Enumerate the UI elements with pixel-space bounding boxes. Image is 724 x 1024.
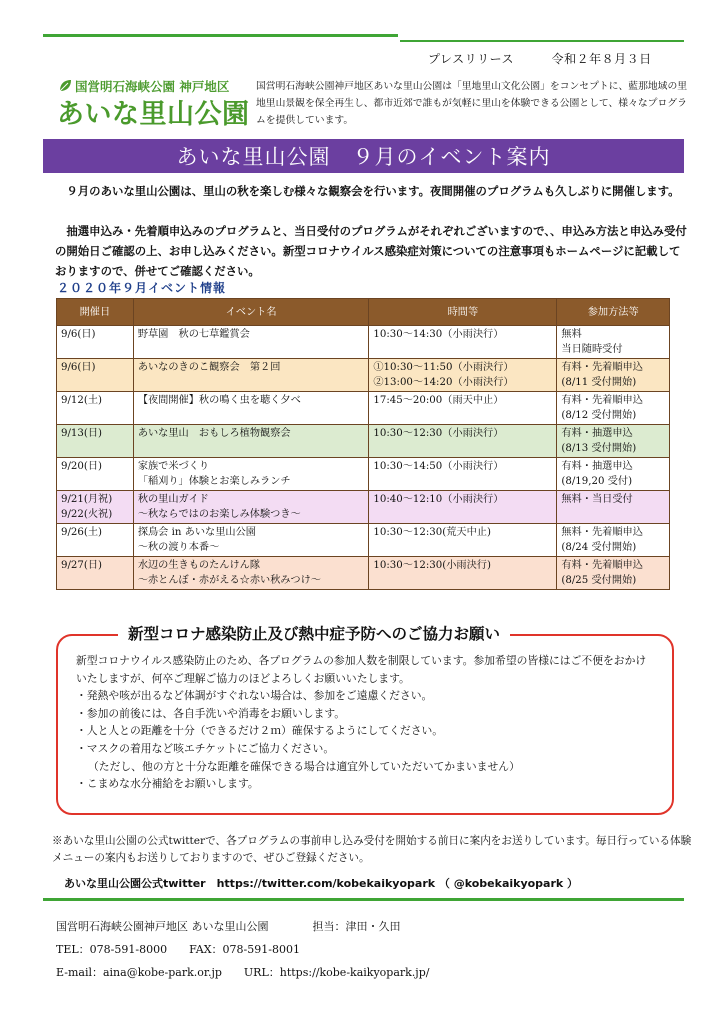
- event-method-cell: [557, 392, 670, 425]
- event-name-cell: [133, 326, 369, 359]
- table-row: [57, 392, 670, 425]
- event-time-cell: [369, 557, 557, 590]
- event-method-cell: [557, 326, 670, 359]
- event-time: ②13:00～14:20（小雨決行）: [373, 377, 514, 388]
- notice-item: ・発熱や咳が出るなど体調がすぐれない場合は、参加をご遠慮ください。: [76, 689, 433, 703]
- table-row: [57, 557, 670, 590]
- event-date-cell: [57, 491, 134, 524]
- event-table-body: [57, 326, 670, 590]
- footer-divider: [43, 898, 684, 901]
- event-time: 10:30～12:30（小雨決行）: [373, 428, 504, 439]
- event-name-cell: [133, 392, 369, 425]
- event-name-cell: [133, 359, 369, 392]
- release-date: 令和２年８月３日: [551, 52, 652, 66]
- event-name-cell: [133, 524, 369, 557]
- table-row: [57, 524, 670, 557]
- event-date: 9/6(日): [61, 329, 96, 340]
- event-date-cell: [57, 359, 134, 392]
- event-method: 無料: [561, 329, 582, 340]
- header-event: イベント名: [133, 299, 369, 326]
- event-date-cell: [57, 392, 134, 425]
- notice-title: 新型コロナ感染防止及び熱中症予防へのご協力お願い: [118, 622, 510, 644]
- event-time: 10:30～14:30（小雨決行）: [373, 329, 504, 340]
- event-method: (8/25 受付開始): [561, 575, 637, 586]
- leaf-logo-icon: [58, 79, 72, 93]
- event-method-cell: [557, 359, 670, 392]
- press-release-label: プレスリリース: [428, 52, 515, 66]
- event-name: 家族で米づくり: [137, 461, 210, 472]
- event-method-cell: [557, 557, 670, 590]
- header-method: 参加方法等: [557, 299, 670, 326]
- table-row: [57, 458, 670, 491]
- footer-web[interactable]: E-mail：aina@kobe-park.or.jp URL：https://kobe-kaikyopark.jp/: [56, 966, 430, 979]
- lead-paragraph-2: [55, 221, 690, 281]
- footer-phone: TEL：078-591-8000 FAX：078-591-8001: [56, 943, 300, 956]
- event-date: 9/27(日): [61, 560, 103, 571]
- event-date: 9/21(月祝): [61, 494, 113, 505]
- table-row: [57, 425, 670, 458]
- event-name: ～秋の渡り本番～: [137, 542, 220, 553]
- event-date-cell: [57, 524, 134, 557]
- table-header-row: [57, 299, 670, 326]
- park-intro: 国営明石海峡公園神戸地区あいな里山公園は「里地里山文化公園」をコンセプトに、藍那地域の里地里山景観を保全再生し、都市近郊で誰もが気軽に里山を体験できる公園として、様々なプログラムを提供しています。: [256, 81, 688, 126]
- event-table: [56, 298, 670, 590]
- event-date: 9/12(土): [61, 395, 103, 406]
- top-divider-right: [400, 40, 684, 42]
- event-method: 有料・先着順申込: [561, 395, 643, 406]
- lead-text-2: 抽選申込み・先着順申込みのプログラムと、当日受付のプログラムがそれぞれございますので、、申込み方法と申込み受付の開始日ご確認の上、お申し込みください。新型コロナウイルス感染症対策についての注意事項もホームページに記載しておりますので、併せてご確認ください。: [55, 224, 687, 278]
- event-time-cell: [369, 458, 557, 491]
- event-name-cell: [133, 458, 369, 491]
- event-name: ～秋ならではのお楽しみ体験つき～: [137, 509, 301, 520]
- logo-subtitle: 国営明石海峡公園 神戸地区: [75, 79, 230, 94]
- event-name-cell: [133, 557, 369, 590]
- logo-title: あいな里山公園: [57, 99, 250, 130]
- event-date-cell: [57, 326, 134, 359]
- event-name-cell: [133, 491, 369, 524]
- event-method: 有料・先着順申込: [561, 362, 643, 373]
- event-method: 無料・当日受付: [561, 494, 633, 505]
- notice-item: ・マスクの着用など咳エチケットにご協力ください。: [76, 741, 335, 755]
- event-method-cell: [557, 524, 670, 557]
- event-time: ①10:30～11:50（小雨決行）: [373, 362, 514, 373]
- header-date: 開催日: [57, 299, 134, 326]
- event-date: 9/20(日): [61, 461, 103, 472]
- event-date-cell: [57, 458, 134, 491]
- event-method: (8/11 受付開始): [561, 377, 637, 388]
- twitter-link[interactable]: あいな里山公園公式twitter https://twitter.com/kobekaikyopark （ @kobekaikyopark ）: [64, 877, 579, 890]
- lead-text-1: ９月のあいな里山公園は、里山の秋を楽しむ様々な観察会を行います。夜間開催のプログラムも久しぶりに開催します。: [66, 184, 680, 198]
- event-time: 10:40～12:10（小雨決行）: [373, 494, 504, 505]
- event-date: 9/6(日): [61, 362, 96, 373]
- notice-item: ・こまめな水分補給をお願いします。: [76, 777, 259, 791]
- event-method: 無料・先着順申込: [561, 527, 643, 538]
- event-name: あいな里山 おもしろ植物観察会: [137, 428, 291, 439]
- notice-body: [76, 652, 656, 793]
- table-row: [57, 326, 670, 359]
- footer-contact: 国営明石海峡公園神戸地区 あいな里山公園 担当：津田・久田: [56, 920, 401, 933]
- event-method: 有料・抽選申込: [561, 428, 633, 439]
- press-release-line: [428, 50, 652, 67]
- event-date: 9/13(日): [61, 428, 103, 439]
- event-name: 探鳥会 in あいな里山公園: [137, 527, 256, 538]
- event-time: 10:30～12:30(荒天中止): [373, 527, 491, 538]
- event-method: 有料・抽選申込: [561, 461, 633, 472]
- notice-item: ・人と人との距離を十分（できるだけ２ｍ）確保するようにしてください。: [76, 724, 444, 738]
- event-method: (8/12 受付開始): [561, 410, 637, 421]
- notice-item: （ただし、他の方と十分な距離を確保できる場合は適宜外していただいてかまいません）: [88, 759, 520, 773]
- event-name: あいなのきのこ観察会 第２回: [137, 362, 281, 373]
- event-name: ～赤とんぼ・赤がえる☆赤い秋みつけ～: [137, 575, 321, 586]
- event-date-cell: [57, 557, 134, 590]
- event-time-cell: [369, 491, 557, 524]
- event-method-cell: [557, 491, 670, 524]
- event-method: (8/13 受付開始): [561, 443, 637, 454]
- event-time-cell: [369, 425, 557, 458]
- event-time: 10:30～14:50（小雨決行）: [373, 461, 504, 472]
- event-name: 野草園 秋の七草鑑賞会: [137, 329, 250, 340]
- event-time-cell: [369, 524, 557, 557]
- table-row: [57, 359, 670, 392]
- event-method: (8/19,20 受付): [561, 476, 633, 487]
- twitter-footnote: ※あいな里山公園の公式twitterで、各プログラムの事前申し込み受付を開始する前日に案内をお送りしています。毎日行っている体験メニューの案内もお送りしておりますので、ぜひご登録ください。: [52, 835, 692, 864]
- table-row: [57, 491, 670, 524]
- event-time: 17:45～20:00（雨天中止）: [373, 395, 504, 406]
- event-name: 秋の里山ガイド: [137, 494, 209, 505]
- notice-intro: 新型コロナウイルス感染防止のため、各プログラムの参加人数を制限しています。参加希望の皆様にはご不便をおかけいたしますが、何卒ご理解ご協力のほどよろしくお願いいたします。: [76, 654, 647, 685]
- event-time-cell: [369, 392, 557, 425]
- event-name: 「稲刈り」体験とお楽しみランチ: [137, 476, 291, 487]
- event-date-cell: [57, 425, 134, 458]
- event-time: 10:30～12:30(小雨決行): [373, 560, 491, 571]
- top-divider-left: [43, 34, 398, 37]
- event-name: 水辺の生きものたんけん隊: [137, 560, 261, 571]
- event-method: 有料・先着順申込: [561, 560, 643, 571]
- event-name-cell: [133, 425, 369, 458]
- lead-paragraph-1: [55, 181, 690, 201]
- event-method-cell: [557, 458, 670, 491]
- event-name: 【夜間開催】秋の鳴く虫を聴く夕べ: [137, 395, 301, 406]
- notice-item: ・参加の前後には、各自手洗いや消毒をお願いします。: [76, 706, 346, 720]
- event-method: 当日随時受付: [561, 344, 623, 355]
- event-date: 9/26(土): [61, 527, 103, 538]
- page-title-banner: あいな里山公園 ９月のイベント案内: [43, 139, 684, 173]
- header-time: 時間等: [369, 299, 557, 326]
- event-date: 9/22(火祝): [61, 509, 113, 520]
- event-method: (8/24 受付開始): [561, 542, 637, 553]
- table-title: ２０２０年９月イベント情報: [57, 281, 227, 295]
- event-method-cell: [557, 425, 670, 458]
- event-time-cell: [369, 326, 557, 359]
- event-time-cell: [369, 359, 557, 392]
